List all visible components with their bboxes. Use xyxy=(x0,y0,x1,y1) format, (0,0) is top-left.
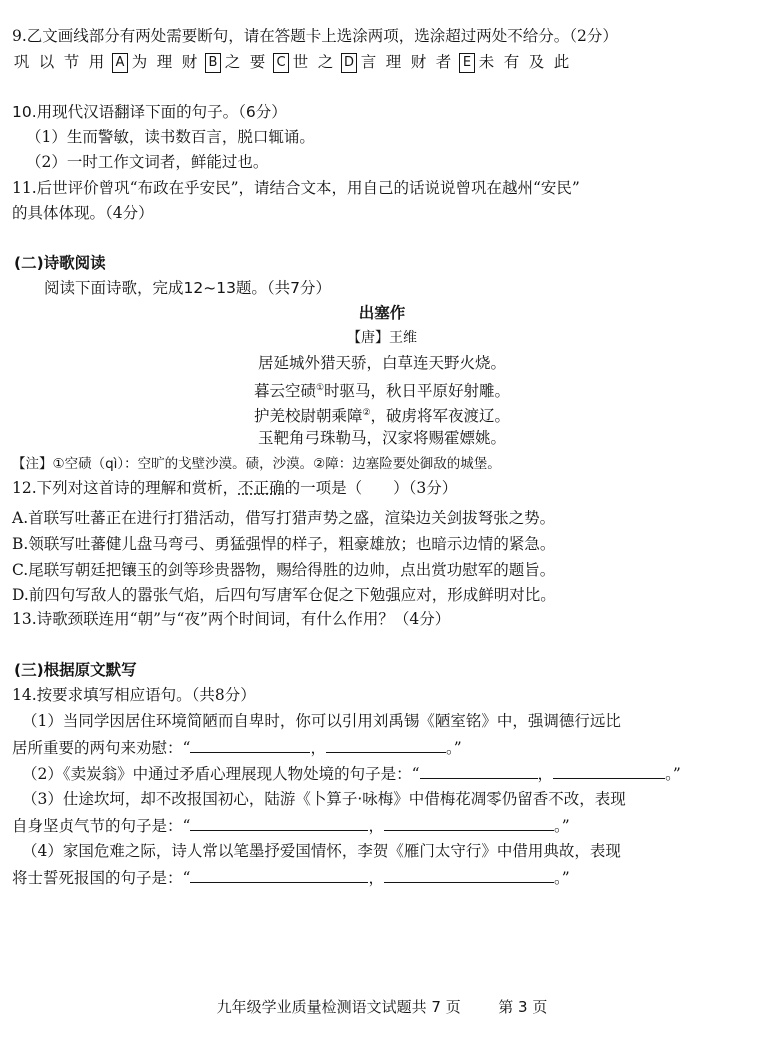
q9-char: 巩 xyxy=(13,53,30,71)
q12-prompt: 12.下列对这首诗的理解和赏析，不正确的一项是（ ）（3分） xyxy=(12,479,458,497)
q11-line-2: 的具体体现。（4分） xyxy=(12,204,154,222)
q9-char: 理 xyxy=(385,53,402,71)
q13-prompt: 13.诗歌颈联连用“朝”与“夜”两个时间词，有什么作用？（4分） xyxy=(12,610,451,628)
q9-char: 节 xyxy=(63,53,80,71)
poem-line-2: 暮云空碛①时驱马，秋日平原好射雕。 xyxy=(253,382,511,401)
q14-1-blank-2[interactable] xyxy=(326,736,446,753)
q9-char: 理 xyxy=(156,53,173,71)
q14-item-3-line-1: （3）仕途坎坷，却不改报国初心，陆游《卜算子·咏梅》中借梅花凋零仍留香不改，表现 xyxy=(22,790,626,808)
footer-exam-title: 九年级学业质量检测语文试题共 7 页 xyxy=(216,998,461,1016)
q14-2-blank-2[interactable] xyxy=(553,762,665,779)
q14-4-blank-2[interactable] xyxy=(384,866,554,883)
q9-char: 要 xyxy=(249,53,266,71)
section2-intro: 阅读下面诗歌，完成12~13题。（共7分） xyxy=(44,279,332,297)
q10-item-1: （1）生而警敏，读书数百言，脱口辄诵。 xyxy=(26,128,315,146)
poem-line-1: 居延城外猎天骄，白草连天野火烧。 xyxy=(257,354,506,372)
q9-char: 财 xyxy=(410,53,427,71)
q9-punctuation-sequence xyxy=(12,51,577,73)
q14-prompt: 14.按要求填写相应语句。（共8分） xyxy=(12,686,256,704)
q9-char: 言 xyxy=(360,53,377,71)
q14-item-1-line-1: （1）当同学因居住环境简陋而自卑时，你可以引用刘禹锡《陋室铭》中，强调德行远比 xyxy=(22,712,621,730)
poem-title: 出塞作 xyxy=(358,304,406,322)
break-option-e[interactable]: E xyxy=(459,53,475,73)
poem-note: 【注】①空碛（qì）：空旷的戈壁沙漠。碛，沙漠。②障：边塞险要处御敌的城堡。 xyxy=(12,456,501,472)
q9-char: 之 xyxy=(224,53,241,71)
q12-option-d: D.前四句写敌人的嚣张气焰，后四句写唐军仓促之下勉强应对，形成鲜明对比。 xyxy=(12,586,556,604)
q12-option-a: A.首联写吐蕃正在进行打猎活动，借写打猎声势之盛，渲染边关剑拔弩张之势。 xyxy=(12,509,556,527)
q9-char: 未 xyxy=(478,53,495,71)
q9-char: 此 xyxy=(553,53,570,71)
q10-item-2: （2）一时工作文词者，鲜能过也。 xyxy=(26,153,269,171)
q9-char: 者 xyxy=(435,53,452,71)
footer-page-number: 第 3 页 xyxy=(498,998,548,1016)
break-option-c[interactable]: C xyxy=(273,53,289,73)
poem-line-4: 玉靶角弓珠勒马，汉家将赐霍嫖姚。 xyxy=(257,429,506,447)
q14-3-blank-2[interactable] xyxy=(384,814,554,831)
q9-char: 及 xyxy=(528,53,545,71)
q9-char: 用 xyxy=(88,53,105,71)
q14-item-4-line-2: 将士誓死报国的句子是：“ ， 。” xyxy=(12,866,570,889)
q14-2-blank-1[interactable] xyxy=(420,762,538,779)
section2-heading: (二)诗歌阅读 xyxy=(14,254,106,272)
q14-item-1-line-2: 居所重要的两句来劝慰：“ ， 。” xyxy=(12,736,462,759)
q14-4-blank-1[interactable] xyxy=(190,866,368,883)
break-option-b[interactable]: B xyxy=(205,53,221,73)
poem-author: 【唐】王维 xyxy=(347,330,417,346)
q12-option-b: B.领联写吐蕃健儿盘马弯弓、勇猛强悍的样子，粗豪雄放；也暗示边情的紧急。 xyxy=(12,535,556,553)
q9-char: 有 xyxy=(503,53,520,71)
q11-line-1: 11.后世评价曾巩“布政在乎安民”，请结合文本，用自己的话说说曾巩在越州“安民” xyxy=(12,179,580,197)
q14-item-4-line-1: （4）家国危难之际，诗人常以笔墨抒爱国情怀，李贺《雁门太守行》中借用典故，表现 xyxy=(22,842,621,860)
break-option-a[interactable]: A xyxy=(112,53,128,73)
section3-heading: (三)根据原文默写 xyxy=(14,661,137,679)
q14-3-blank-1[interactable] xyxy=(190,814,368,831)
q9-char: 之 xyxy=(317,53,334,71)
q9-char: 世 xyxy=(292,53,309,71)
q9-prompt: 9.乙文画线部分有两处需要断句，请在答题卡上选涂两项，选涂超过两处不给分。（2分） xyxy=(12,27,618,45)
q14-1-blank-1[interactable] xyxy=(190,736,310,753)
q14-item-3-line-2: 自身坚贞气节的句子是：“ ， 。” xyxy=(12,814,570,837)
q10-prompt: 10.用现代汉语翻译下面的句子。（6分） xyxy=(12,103,287,121)
q12-emphasis: 不正确 xyxy=(238,479,285,497)
q9-char: 以 xyxy=(38,53,55,71)
q12-option-c: C.尾联写朝廷把镶玉的剑等珍贵器物，赐给得胜的边帅，点出赏功慰军的题旨。 xyxy=(12,561,556,579)
q14-item-2-line-1: （2）《卖炭翁》中通过矛盾心理展现人物处境的句子是：“ ， 。” xyxy=(22,762,681,785)
q9-char: 为 xyxy=(131,53,148,71)
q9-char: 财 xyxy=(181,53,198,71)
poem-line-3: 护羌校尉朝乘障②，破虏将军夜渡辽。 xyxy=(253,407,511,426)
break-option-d[interactable]: D xyxy=(341,53,357,73)
page-footer xyxy=(0,996,764,1017)
